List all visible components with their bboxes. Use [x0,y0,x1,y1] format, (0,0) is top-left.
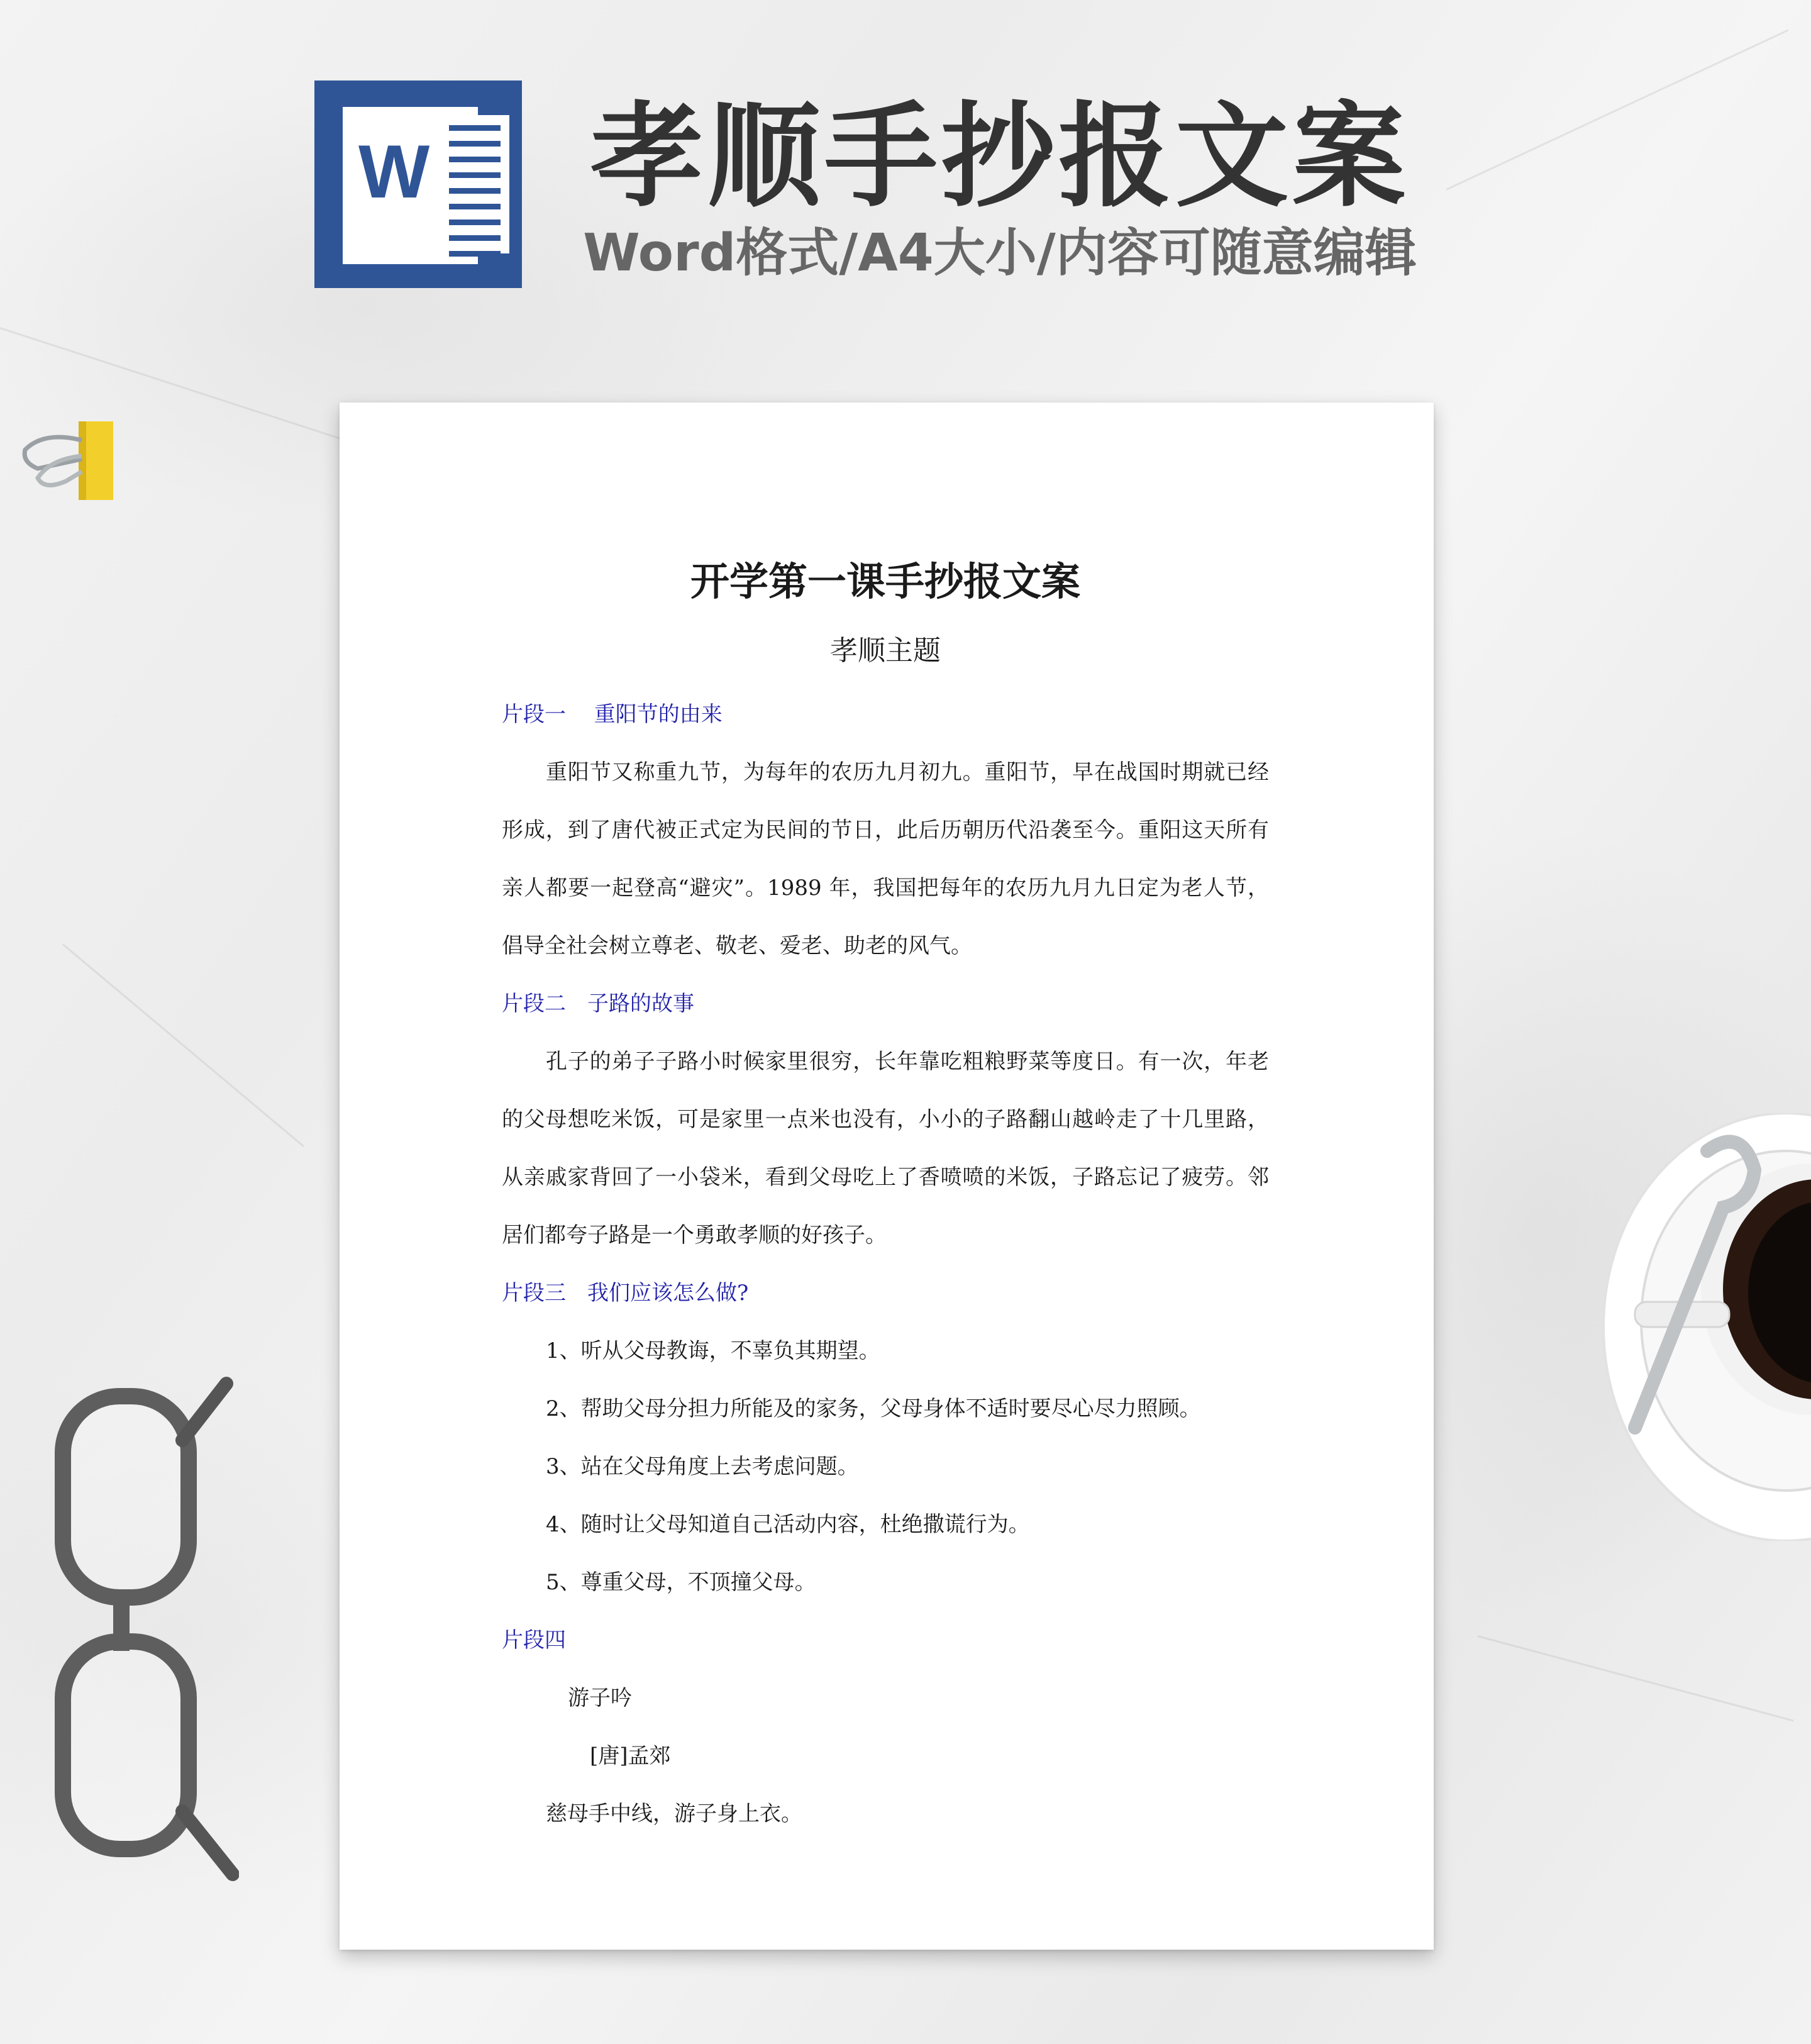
marble-vein [62,943,304,1147]
document-subtitle: 孝顺主题 [830,635,941,667]
list-item: 2、帮助父母分担力所能及的家务，父母身体不适时要尽心尽力照顾。 [546,1396,1201,1421]
paragraph-line: 孔子的弟子子路小时候家里很穷，长年靠吃粗粮野菜等度日。有一次，年老 [546,1049,1269,1074]
word-logo-lines [440,115,509,253]
page-subtitle: Word格式/A4大小/内容可随意编辑 [583,223,1417,283]
document-body [502,547,1269,1843]
section-heading-2: 片段二 子路的故事 [502,991,694,1016]
poem-title: 游子吟 [568,1686,632,1711]
poem-line: 慈母手中线，游子身上衣。 [546,1801,802,1826]
section-heading-4: 片段四 [502,1628,566,1653]
marble-vein [1446,30,1788,191]
word-logo-letter: W [358,130,430,214]
list-item: 4、随时让父母知道自己活动内容，杜绝撒谎行为。 [546,1512,1030,1537]
paragraph-line: 重阳节又称重九节，为每年的农历九月初九。重阳节，早在战国时期就已经 [546,760,1269,785]
paragraph-line: 倡导全社会树立尊老、敬老、爱老、助老的风气。 [502,933,972,958]
document-page [340,403,1434,1950]
coffee-cup-icon [1597,1113,1811,1541]
paragraph-line: 的父母想吃米饭，可是家里一点米也没有，小小的子路翻山越岭走了十几里路， [502,1107,1269,1132]
list-item: 3、站在父母角度上去考虑问题。 [546,1454,859,1479]
word-logo-icon [314,81,522,288]
paragraph-line: 亲人都要一起登高“避灾”。1989 年，我国把每年的农历九月九日定为老人节， [502,875,1269,901]
paragraph-line: 形成，到了唐代被正式定为民间的节日，此后历朝历代沿袭至今。重阳这天所有 [502,818,1269,843]
section-heading-3: 片段三 我们应该怎么做? [502,1280,749,1306]
paragraph-line: 从亲戚家背回了一小袋米，看到父母吃上了香喷喷的米饭，子路忘记了疲劳。邻 [502,1165,1269,1190]
list-item: 5、尊重父母，不顶撞父母。 [546,1570,816,1595]
section-heading-1: 片段一 重阳节的由来 [502,702,723,727]
poem-author: [唐]孟郊 [590,1743,671,1769]
binder-clip-icon [19,409,132,503]
document-title: 开学第一课手抄报文案 [690,558,1080,604]
eyeglasses-icon [38,1371,239,1899]
list-item: 1、听从父母教诲，不辜负其期望。 [546,1338,880,1364]
paragraph-line: 居们都夸子路是一个勇敢孝顺的好孩子。 [502,1223,887,1248]
page-title: 孝顺手抄报文案 [590,91,1409,223]
marble-vein [1478,1635,1794,1721]
